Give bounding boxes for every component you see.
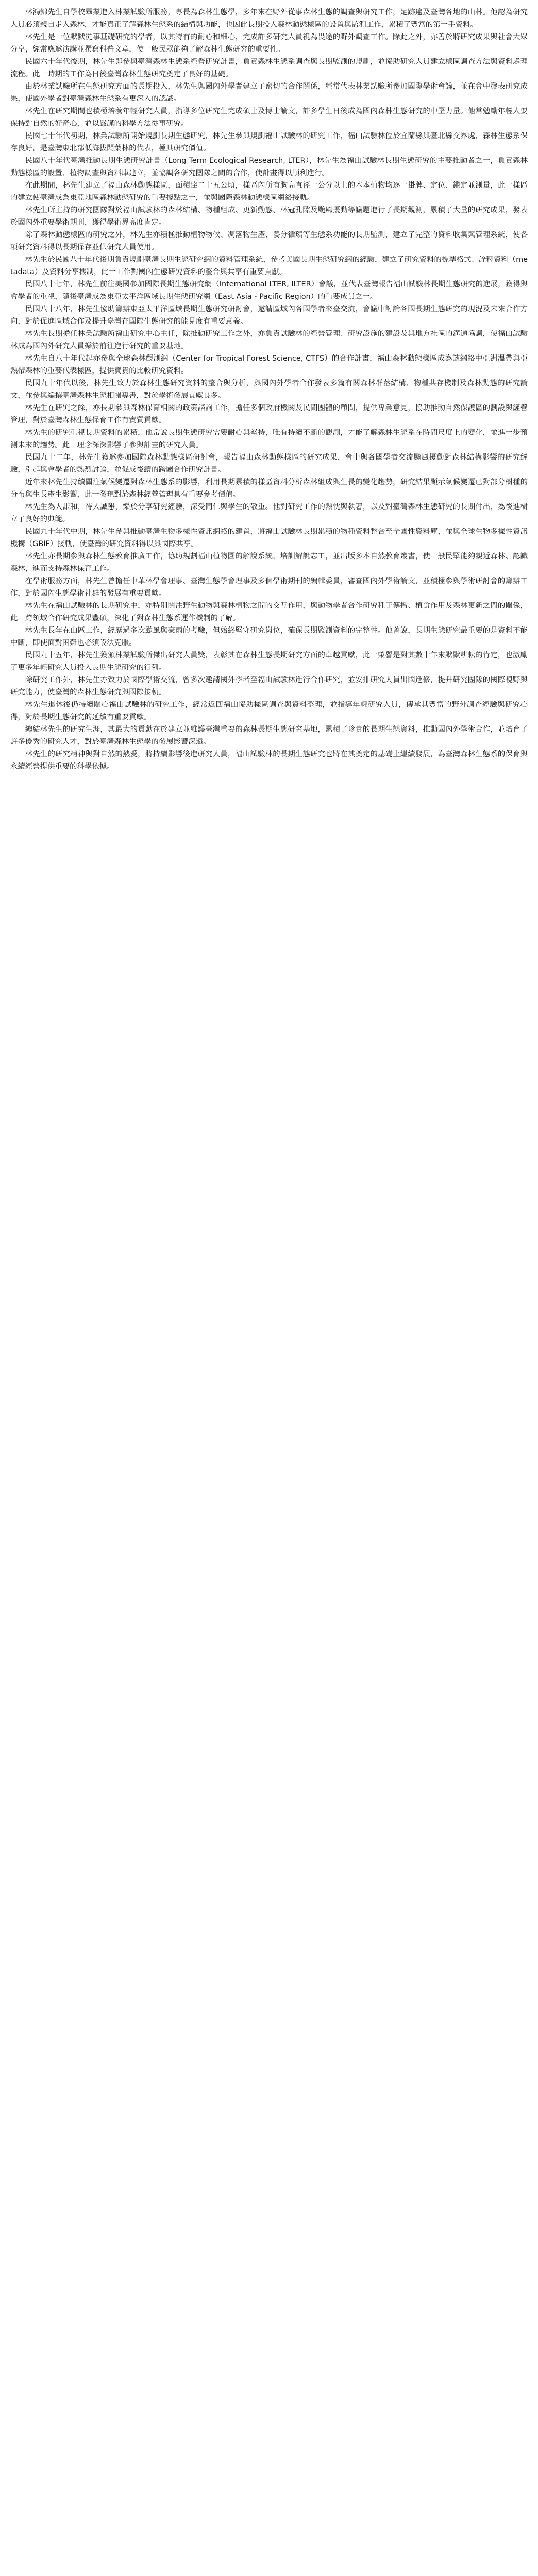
paragraph: 除研究工作外，林先生亦致力於國際學術交流，曾多次邀請國外學者至福山試驗林進行合作研究，並安排研究人員出國進修，提升研究團隊的國際視野與研究能力，使臺灣的森林生態研究與國際接軌。 xyxy=(10,676,528,697)
paragraph: 民國八十八年，林先生協助籌辦東亞太平洋區域長期生態研究研討會，邀請區域內各國學者來臺交流，會議中討論各國長期生態研究的現況及未來合作方向，對於促進區域合作及提升臺灣在國際生態研究的能見度有重要意義。 xyxy=(10,305,528,326)
paragraph: 林先生在研究之餘，亦長期參與森林保育相關的政策諮詢工作，擔任多個政府機關及民間團體的顧問，提供專業意見，協助推動自然保護區的劃設與經營管理，對於臺灣森林生態保育工作有實質貢獻。 xyxy=(10,404,528,425)
paragraph: 除了森林動態樣區的研究之外，林先生亦積極推動植物物候、凋落物生產、養分循環等生態系功能的長期監測，建立了完整的資料收集與管理系統，使各項研究資料得以長期保存並供研究人員使用。 xyxy=(10,231,528,251)
paragraph: 林先生自八十年代起亦參與全球森林觀測網（Center for Tropical Forest Science, CTFS）的合作計畫，福山森林動態樣區成為該網絡中亞洲溫帶與亞熱帶森林的重要代表樣區，提供寶貴的比較研究資料。 xyxy=(10,354,528,375)
paragraph: 民國九十年代中期，林先生參與推動臺灣生物多樣性資訊網絡的建置，將福山試驗林長期累積的物種資料整合至全國性資料庫，並與全球生物多樣性資訊機構（GBIF）接軌，使臺灣的研究資料得以與國際共享。 xyxy=(10,528,528,548)
paragraph: 民國八十年代臺灣推動長期生態研究計畫（Long Term Ecological Research, LTER），林先生為福山試驗林長期生態研究的主要推動者之一，負責森林動態樣區的設置、植物調查與資料庫建立，並協調各研究團隊之間的合作，使計畫得以順利進行。 xyxy=(10,157,528,177)
paragraph: 民國九十年代以後，林先生致力於森林生態研究資料的整合與分析，與國內外學者合作發表多篇有關森林群落結構、物種共存機制及森林動態的研究論文，並參與編撰臺灣森林生態相關專書，對於學術發展貢獻良多。 xyxy=(10,379,528,400)
paragraph: 林先生在研究期間也積極培養年輕研究人員，指導多位研究生完成碩士及博士論文，許多學生日後成為國內森林生態研究的中堅力量。他常勉勵年輕人要保持對自然的好奇心，並以嚴謹的科學方法從事研究。 xyxy=(10,107,528,128)
paragraph: 民國六十年代後期，林先生即參與臺灣森林生態系經營研究計畫，負責森林生態系調查與長期監測的規劃，並協助研究人員建立樣區調查方法與資料處理流程。此一時期的工作為日後臺灣森林生態研究奠定了良好的基礎。 xyxy=(10,58,528,78)
paragraph: 林先生在福山試驗林的長期研究中，亦特別關注野生動物與森林植物之間的交互作用，與動物學者合作研究種子傳播、植食作用及森林更新之間的關係，此一跨領域合作研究成果豐碩，深化了對森林生態系運作機制的了解。 xyxy=(10,602,528,622)
paragraph: 民國八十七年，林先生前往美國參加國際長期生態研究網（International LTER, ILTER）會議，並代表臺灣報告福山試驗林長期生態研究的進展，獲得與會學者的重視，隨後臺灣成為東亞太平洋區域長期生態研究網（East Asia - Pacific Region）的重要成員之一。 xyxy=(10,280,528,301)
paragraph: 在學術服務方面，林先生曾擔任中華林學會理事、臺灣生態學會理事及多個學術期刊的編輯委員，審查國內外學術論文，並積極參與學術研討會的籌辦工作，對於國內生態學術社群的發展有重要貢獻。 xyxy=(10,577,528,598)
paragraph: 林先生為人謙和，待人誠懇，樂於分享研究經驗，深受同仁與學生的敬重。他對研究工作的熱忱與執著，以及對臺灣森林生態研究的長期付出，為後進樹立了良好的典範。 xyxy=(10,503,528,523)
paragraph: 林鴻錦先生自學校畢業進入林業試驗所服務，專長為森林生態學，多年來在野外從事森林生態的調查與研究工作，足跡遍及臺灣各地的山林。他認為研究人員必須親自走入森林，才能真正了解森林生態系的結構與功能，也因此長期投入森林動態樣區的設置與監測工作，累積了豐富的第一手資料。 xyxy=(10,8,528,29)
paragraph: 由於林業試驗所在生態研究方面的長期投入，林先生與國內外學者建立了密切的合作關係，經常代表林業試驗所參加國際學術會議，並在會中發表研究成果，使國外學者對臺灣森林生態系有更深入的認識。 xyxy=(10,82,528,103)
paragraph: 林先生所主持的研究團隊對於福山試驗林的森林結構、物種組成、更新動態、林冠孔隙及颱風擾動等議題進行了長期觀測，累積了大量的研究成果，發表於國內外重要學術期刊，獲得學術界高度肯定。 xyxy=(10,206,528,227)
paragraph: 在此期間，林先生建立了福山森林動態樣區，面積達二十五公頃，樣區內所有胸高直徑一公分以上的木本植物均逐一掛牌、定位、鑑定並測量，此一樣區的建立使臺灣成為東亞地區森林動態研究的重要據點之一，並與國際森林動態樣區網絡接軌。 xyxy=(10,181,528,202)
paragraph: 林先生是一位默默從事基礎研究的學者，以其特有的耐心和細心，完成許多研究人員視為畏途的野外調查工作。除此之外，亦善於將研究成果與社會大眾分享，經常應邀演講並撰寫科普文章，使一般民眾能夠了解森林生態研究的重要性。 xyxy=(10,33,528,54)
paragraph: 林先生的研究精神與對自然的熱愛，將持續影響後進研究人員，福山試驗林的長期生態研究也將在其奠定的基礎上繼續發展，為臺灣森林生態系的保育與永續經營提供重要的科學依據。 xyxy=(10,750,528,771)
paragraph: 林先生亦長期參與森林生態教育推廣工作，協助規劃福山植物園的解說系統，培訓解說志工，並出版多本自然教育叢書，使一般民眾能夠親近森林、認識森林，進而支持森林保育工作。 xyxy=(10,552,528,573)
paragraph: 林先生長年在山區工作，經歷過多次颱風與豪雨的考驗，但始終堅守研究崗位，確保長期監測資料的完整性。他曾說，長期生態研究最重要的是資料不能中斷，即使面對困難也必須設法克服。 xyxy=(10,626,528,647)
paragraph: 民國七十年代初期，林業試驗所開始規劃長期生態研究，林先生參與規劃福山試驗林的研究工作，福山試驗林位於宜蘭縣與臺北縣交界處，森林生態系保存良好，是臺灣東北部低海拔闊葉林的代表，極具研究價值。 xyxy=(10,132,528,152)
paragraph: 林先生的研究重視長期資料的累積，他常說長期生態研究需要耐心與堅持，唯有持續不斷的觀測，才能了解森林生態系在時間尺度上的變化，並進一步預測未來的趨勢。此一理念深深影響了參與計畫的研究人員。 xyxy=(10,429,528,449)
paragraph: 林先生長期擔任林業試驗所福山研究中心主任，除推動研究工作之外，亦負責試驗林的經營管理、研究設施的建設及與地方社區的溝通協調，使福山試驗林成為國內外研究人員樂於前往進行研究的重要基地。 xyxy=(10,330,528,350)
paragraph: 總結林先生的研究生涯，其最大的貢獻在於建立並維護臺灣重要的森林長期生態研究基地，累積了珍貴的長期生態資料，推動國內外學術合作，並培育了許多優秀的研究人才，對於臺灣森林生態學的發展影響深遠。 xyxy=(10,725,528,746)
paragraph: 近年來林先生持續關注氣候變遷對森林生態系的影響，利用長期累積的樣區資料分析森林組成與生長的變化趨勢，研究結果顯示氣候變遷已對部分樹種的分布與生長產生影響，此一發現對於森林經營管理具有重要參考價值。 xyxy=(10,478,528,499)
paragraph: 民國九十五年，林先生獲頒林業試驗所傑出研究人員獎，表彰其在森林生態長期研究方面的卓越貢獻，此一榮譽是對其數十年來默默耕耘的肯定，也激勵了更多年輕研究人員投入長期生態研究的行列。 xyxy=(10,651,528,672)
paragraph: 林先生於民國八十年代後期負責規劃臺灣長期生態研究網的資料管理系統，參考美國長期生態研究網的經驗，建立了研究資料的標準格式、詮釋資料（metadata）及資料分享機制，此一工作對國內生態研究資料的整合與共享有重要貢獻。 xyxy=(10,256,528,276)
paragraph: 林先生退休後仍持續關心福山試驗林的研究工作，經常返回福山協助樣區調查與資料整理，並指導年輕研究人員，傳承其豐富的野外調查經驗與研究心得，對於長期生態研究的延續有重要貢獻。 xyxy=(10,701,528,721)
paragraph: 民國九十二年，林先生獲邀參加國際森林動態樣區研討會，報告福山森林動態樣區的研究成果，會中與各國學者交流颱風擾動對森林結構影響的研究經驗，引起與會學者的熱烈討論，並促成後續的跨國合作研究計畫。 xyxy=(10,453,528,474)
